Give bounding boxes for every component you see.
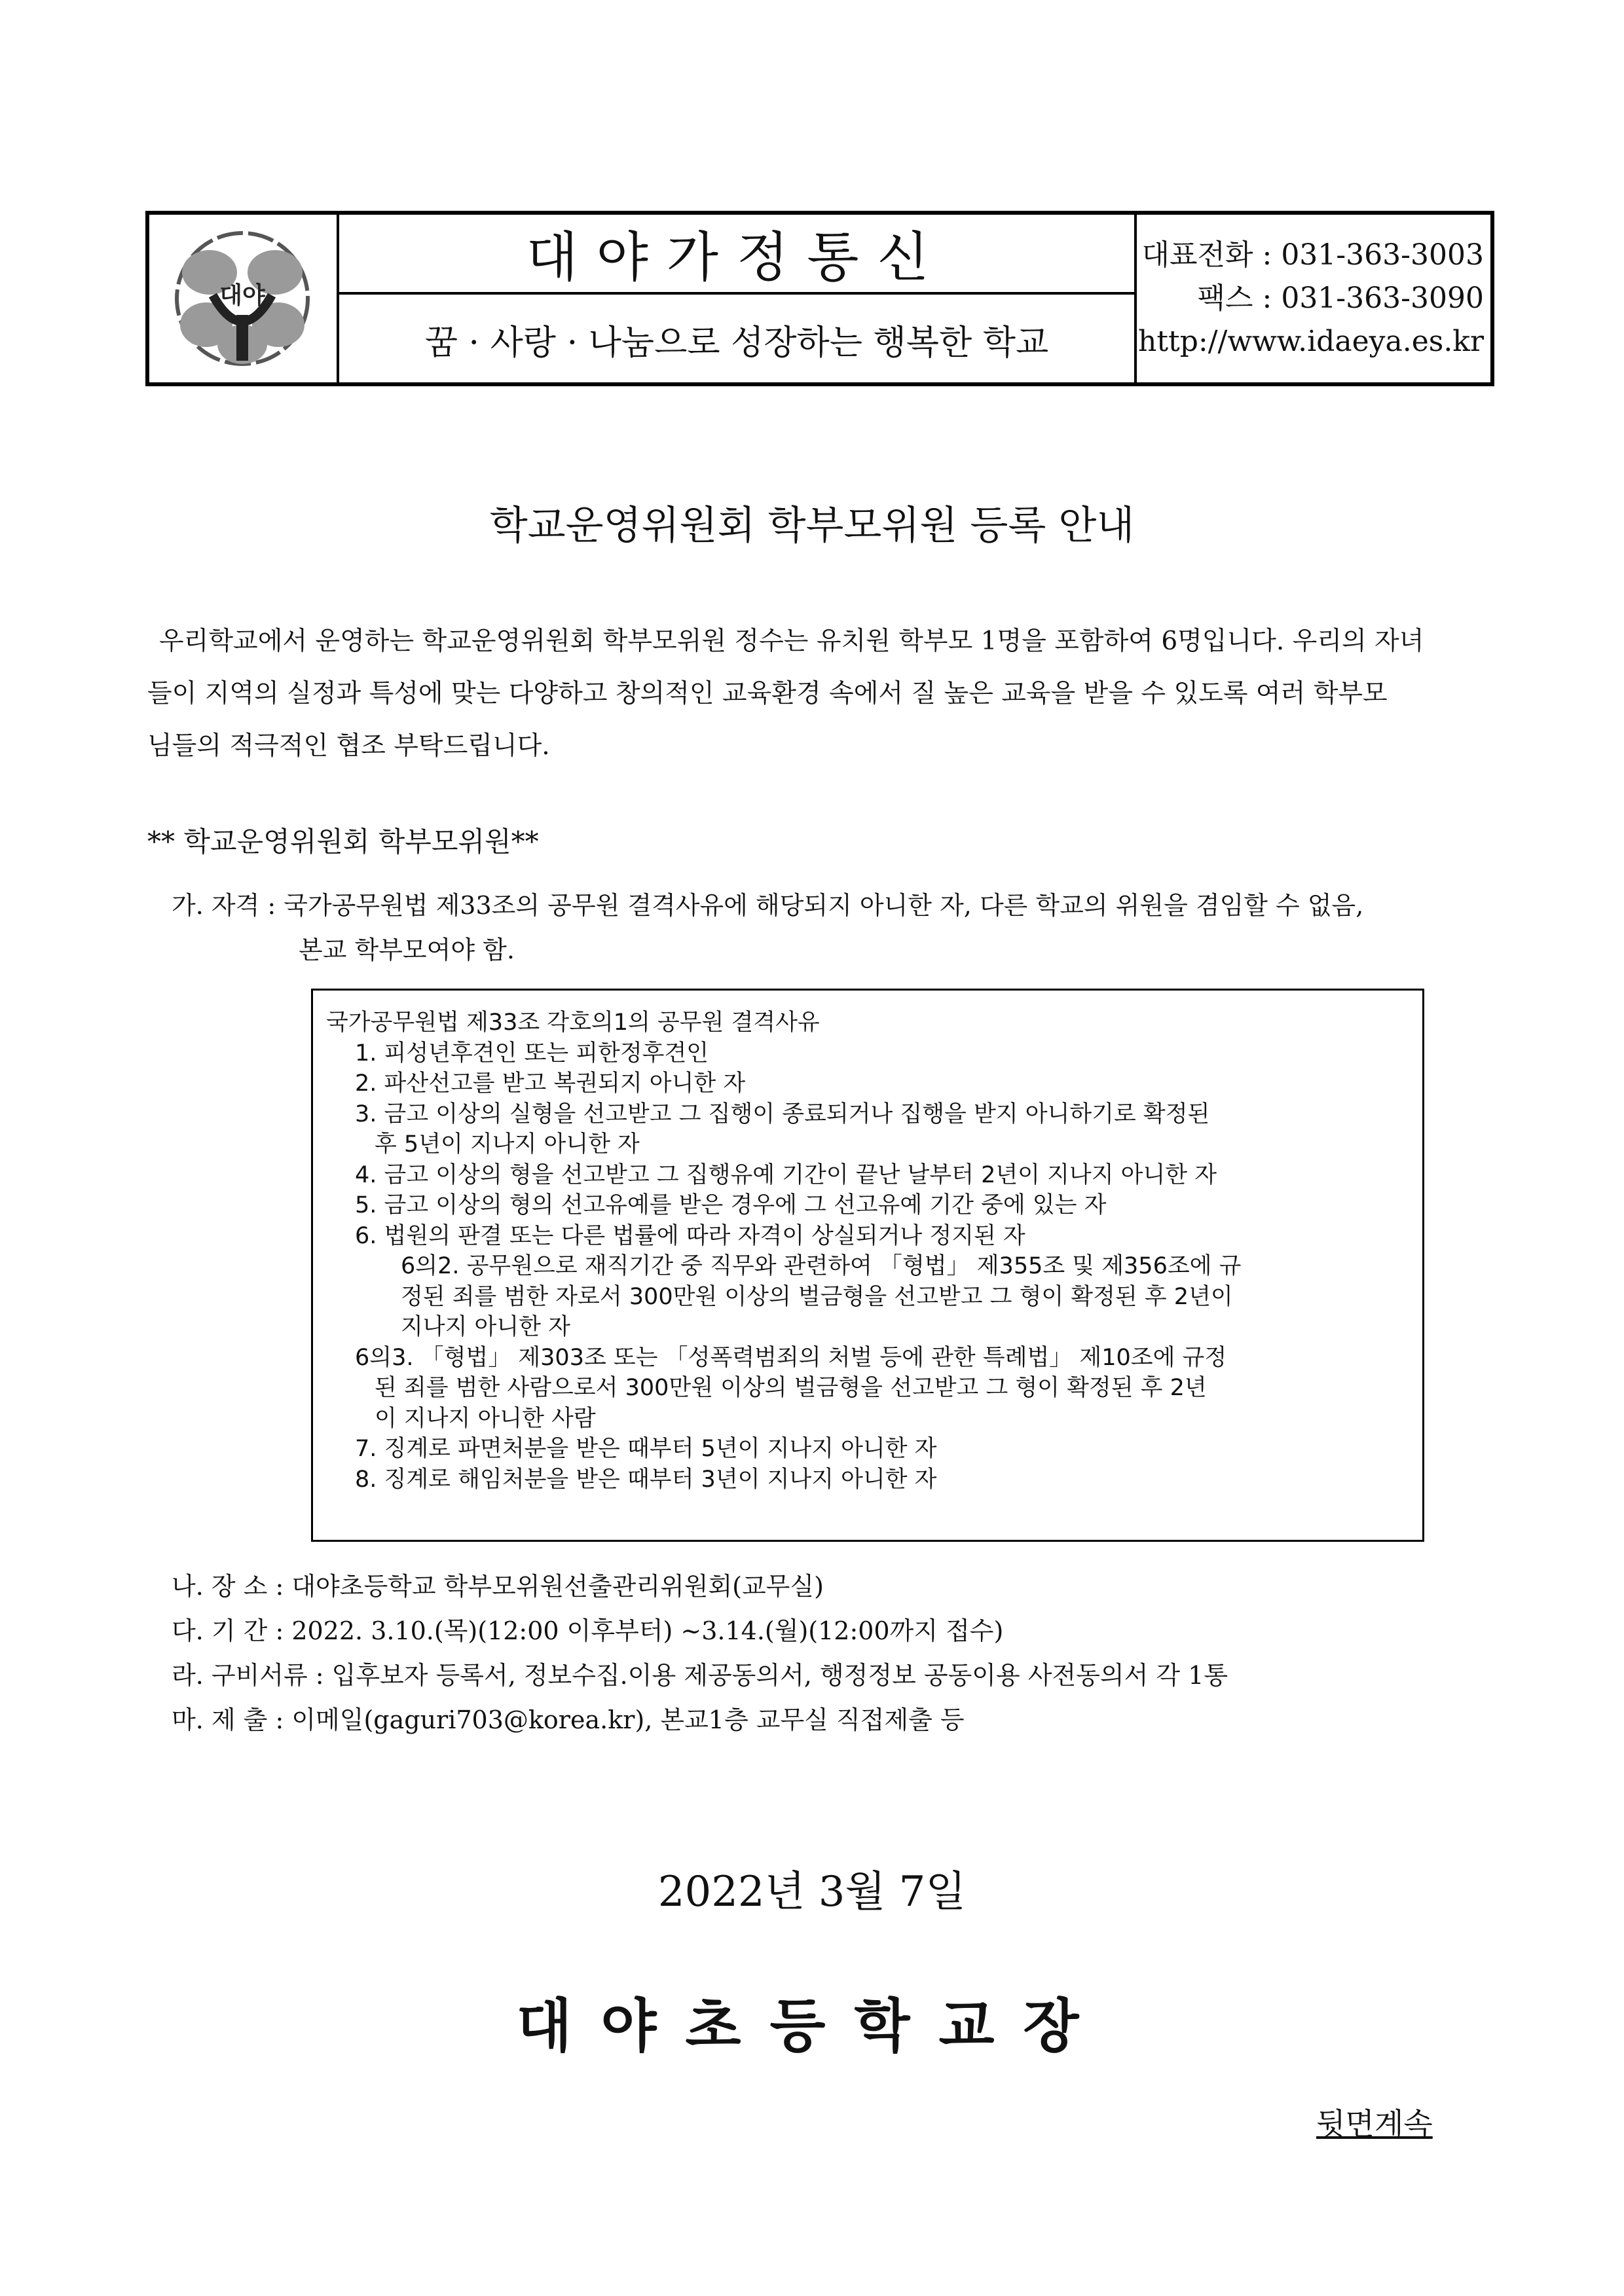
contact-info: [1137, 213, 1492, 384]
qualification-text-cont: 본교 학부모여야 함.: [299, 936, 515, 964]
disqualification-item: 후 5년이 지나지 아니한 자: [375, 1131, 640, 1157]
qualification-text: 국가공무원법 제33조의 공무원 결격사유에 해당되지 아니한 자, 다른 학교의 위원을 겸임할 수 없음,: [284, 891, 1364, 920]
intro-line: 우리학교에서 운영하는 학교운영위원회 학부모위원 정수는 유치원 학부모 1명을 포함하여 6명입니다. 우리의 자녀: [159, 627, 1424, 656]
disqualification-item: 이 지나지 아니한 사람: [375, 1405, 596, 1432]
disqualification-item: 정된 죄를 범한 자로서 300만원 이상의 벌금형을 선고받고 그 형이 확정된 후 2년이: [401, 1283, 1233, 1310]
documents-item: 라. 구비서류 : 입후보자 등록서, 정보수집.이용 제공동의서, 행정정보 공동이용 사전동의서 각 1통: [172, 1661, 1228, 1690]
notice-title: 학교운영위원회 학부모위원 등록 안내: [489, 503, 1135, 549]
school-slogan: 꿈 · 사랑 · 나눔으로 성장하는 행복한 학교: [424, 323, 1049, 363]
disqualification-item: 1. 피성년후견인 또는 피한정후견인: [355, 1040, 709, 1066]
disqualification-item: 4. 금고 이상의 형을 선고받고 그 집행유예 기간이 끝난 날부터 2년이 지나지 아니한 자: [355, 1161, 1217, 1188]
qualification-item: [172, 885, 1363, 921]
fax-number: 팩스 : 031-363-3090: [1197, 282, 1484, 315]
intro-line: 들이 지역의 실정과 특성에 맞는 다양하고 창의적인 교육환경 속에서 질 높은 교육을 받을 수 있도록 여러 학부모: [147, 679, 1388, 708]
disqualification-heading: 국가공무원법 제33조 각호의1의 공무원 결격사유: [326, 1010, 820, 1036]
school-logo-icon: [167, 223, 318, 374]
issue-date: 2022년 3월 7일: [657, 1868, 967, 1916]
intro-line: 님들의 적극적인 협조 부탁드립니다.: [147, 731, 550, 761]
letterhead: [145, 211, 1494, 386]
disqualification-box: [311, 989, 1424, 1542]
continued-on-back: 뒷면계속: [1316, 2106, 1433, 2141]
disqualification-item: 6의3. 「형법」 제303조 또는 「성폭력범죄의 처벌 등에 관한 특례법」 제10조에 규정: [355, 1344, 1227, 1371]
school-website: http://www.idaeya.es.kr: [1138, 325, 1484, 358]
period-item: 다. 기 간 : 2022. 3.10.(목)(12:00 이후부터) ~3.14.(월)(12:00까지 접수): [172, 1616, 1004, 1645]
newsletter-title: 대야가정통신: [339, 213, 1134, 295]
intro-paragraph: [147, 615, 1483, 773]
school-logo-cell: [148, 213, 339, 384]
logo-text: 대야: [219, 282, 265, 309]
disqualification-item: 6. 법원의 판결 또는 다른 법률에 따라 자격이 상실되거나 정지된 자: [355, 1222, 1025, 1249]
disqualification-item: 2. 파산선고를 받고 복권되지 아니한 자: [355, 1070, 746, 1097]
disqualification-item: 지나지 아니한 자: [401, 1314, 570, 1340]
place-item: 나. 장 소 : 대야초등학교 학부모위원선출관리위원회(교무실): [172, 1572, 824, 1601]
letterhead-title-cell: [339, 213, 1137, 384]
section-title: ** 학교운영위원회 학부모위원**: [147, 826, 539, 858]
qualification-label: 가. 자격 :: [172, 891, 276, 920]
disqualification-item: 8. 징계로 해임처분을 받은 때부터 3년이 지나지 아니한 자: [355, 1466, 937, 1493]
principal-signature: 대야초등학교장: [516, 1992, 1108, 2060]
disqualification-item: 5. 금고 이상의 형의 선고유예를 받은 경우에 그 선고유예 기간 중에 있는 자: [355, 1192, 1107, 1218]
submit-item: 마. 제 출 : 이메일(gaguri703@korea.kr), 본교1층 교무실 직접제출 등: [172, 1705, 965, 1734]
disqualification-item: 6의2. 공무원으로 재직기간 중 직무와 관련하여 「형법」 제355조 및 제356조에 규: [401, 1253, 1242, 1279]
phone-number: 대표전화 : 031-363-3003: [1141, 238, 1484, 272]
disqualification-item: 7. 징계로 파면처분을 받은 때부터 5년이 지나지 아니한 자: [355, 1436, 937, 1462]
disqualification-item: 된 죄를 범한 사람으로서 300만원 이상의 벌금형을 선고받고 그 형이 확정된 후 2년: [375, 1375, 1207, 1401]
disqualification-item: 3. 금고 이상의 실형을 선고받고 그 집행이 종료되거나 집행을 받지 아니하기로 확정된: [355, 1101, 1210, 1127]
